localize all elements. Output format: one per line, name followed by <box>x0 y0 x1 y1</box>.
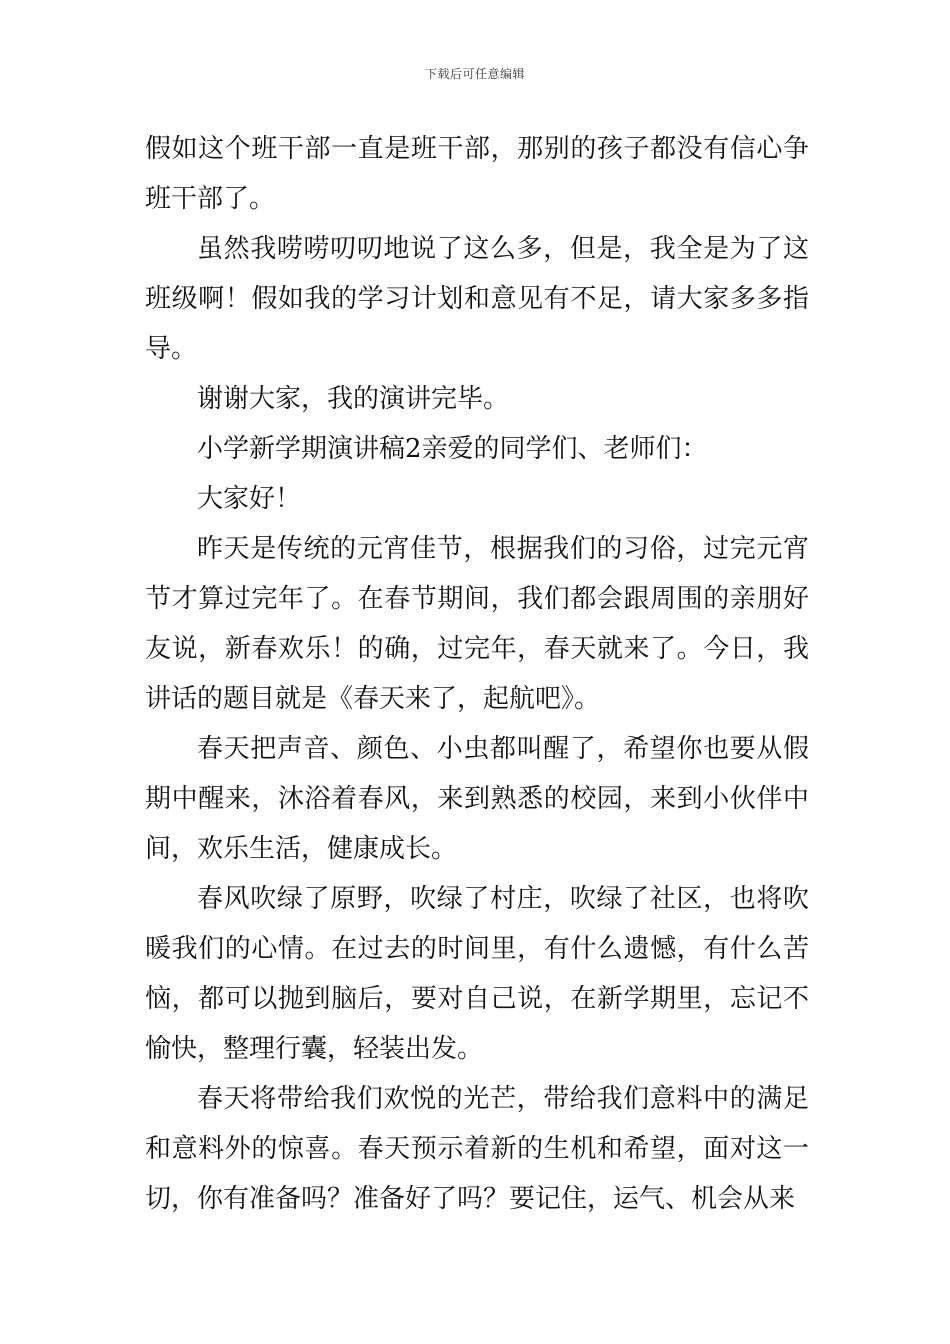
document-body <box>145 124 809 1224</box>
paragraph: 春风吹绿了原野，吹绿了村庄，吹绿了社区，也将吹暖我们的心情。在过去的时间里，有什么遗憾，有什么苦恼，都可以抛到脑后，要对自己说，在新学期里，忘记不愉快，整理行囊，轻装出发。 <box>145 884 809 1064</box>
page-header: 下载后可任意编辑 <box>424 67 525 81</box>
greeting: 大家好！ <box>197 484 302 514</box>
paragraph: 春天将带给我们欢悦的光芒，带给我们意料中的满足和意料外的惊喜。春天预示着新的生机和希望，面对这一切，你有准备吗？准备好了吗？要记住，运气、机会从来 <box>145 1084 809 1214</box>
paragraph: 春天把声音、颜色、小虫都叫醒了，希望你也要从假期中醒来，沐浴着春风，来到熟悉的校园，来到小伙伴中间，欢乐生活，健康成长。 <box>145 734 809 864</box>
paragraph-thanks: 谢谢大家，我的演讲完毕。 <box>197 384 510 414</box>
paragraph-continuation: 假如这个班干部一直是班干部，那别的孩子都没有信心争班干部了。 <box>145 134 809 214</box>
paragraph: 昨天是传统的元宵佳节，根据我们的习俗，过完元宵节才算过完年了。在春节期间，我们都会跟周围的亲朋好友说，新春欢乐！的确，过完年，春天就来了。今日，我讲话的题目就是《春天来了，起航吧》。 <box>145 534 809 714</box>
speech-title-line: 小学新学期演讲稿2亲爱的同学们、老师们： <box>197 434 708 464</box>
paragraph: 虽然我唠唠叨叨地说了这么多，但是，我全是为了这班级啊！假如我的学习计划和意见有不足，请大家多多指导。 <box>145 234 809 364</box>
